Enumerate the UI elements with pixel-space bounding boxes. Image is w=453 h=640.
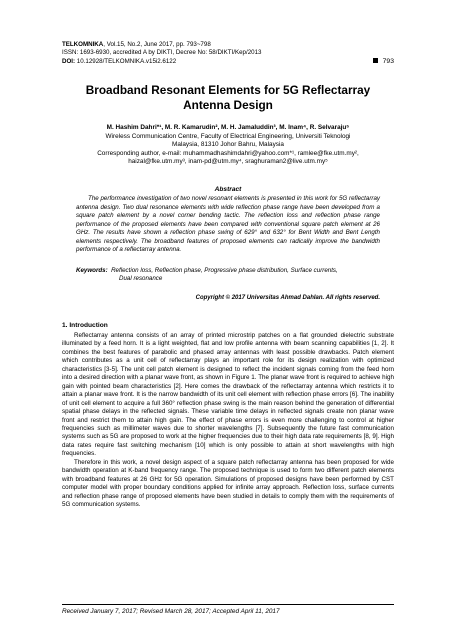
page-number-value: 793: [382, 58, 394, 65]
keywords-line-1: [76, 267, 380, 275]
keywords: [76, 267, 380, 284]
journal-volume: , Vol.15, No.2, June 2017, pp. 793~798: [103, 41, 211, 48]
abstract-heading: Abstract: [214, 186, 242, 193]
introduction-paragraph-2: Therefore in this work, a novel design aspect of a square patch reflectarray antenna has been proposed for wide bandwidth operation at K-band frequency range. The proposed technique is used to form two different patch elements with broadband features at 26 GHz for 5G operation. Simulations of proposed designs have been performed by CST computer model with proper boundary conditions applied for infinite array approach. Reflection loss, surface currents and reflection phase range of proposed elements have been studied in details to comply them with the requirements of 5G communication systems.: [62, 458, 394, 509]
title-line-1: Broadband Resonant Elements for 5G Reflectarray: [85, 83, 371, 97]
email-line-2: haizal@fke.utm.my³, inam-pd@utm.my⁴, sraghuraman2@live.utm.my⁵: [128, 158, 328, 166]
keywords-text-2: Dual resonance: [119, 275, 163, 283]
doi-label: DOI:: [62, 57, 76, 65]
title-line-2: Antenna Design: [183, 97, 273, 112]
paper-title: [62, 83, 394, 112]
author-names: M. Hashim Dahri*¹, M. R. Kamarudin², M. H. Jamaluddin³, M. Inam⁴, R. Selvaraju⁵: [106, 124, 350, 131]
square-bullet-icon: [373, 58, 378, 63]
affiliation-line-2: Malaysia, 81310 Johor Bahru, Malaysia: [172, 141, 284, 149]
journal-header: [62, 41, 394, 66]
page-number: [373, 58, 394, 65]
received-dates: Received January 7, 2017; Revised March 28, 2017; Accepted April 11, 2017: [62, 608, 280, 615]
author-block: [62, 124, 394, 167]
introduction-body: [62, 332, 394, 510]
affiliation-line-1: Wireless Communication Centre, Faculty of Electrical Engineering, Universiti Teknologi: [105, 132, 351, 140]
keywords-text-1: Reflection loss, Reflection phase, Progressive phase distribution, Surface currents,: [111, 267, 338, 274]
footer-divider: [62, 604, 394, 605]
keywords-label: Keywords:: [76, 267, 108, 274]
abstract-text: The performance investigation of two novel resonant elements is presented in this work for 5G reflectarray antenna design. Two dual resonance elements with wide reflection phase range have been developed from a square patch element by a novel corner bending tactic. The reflection loss and reflection phase range performance of the proposed elements have been compared with conventional square patch element at 26 GHz. The results have shown a reflection phase swing of 629° and 632° for Bent Width and Bent Length elements respectively. The broadband features of proposed elements can radically improve the bandwidth performance of a reflectarray antenna.: [76, 195, 380, 253]
introduction-paragraph-1: Reflectarray antenna consists of an array of printed microstrip patches on a flat grounded dielectric substrate illuminated by a feed horn. It is a light weighted, flat and low profile antenna with beam scanning capabilities [1, 2]. It combines the best features of parabolic and phased array antennas with least possible drawbacks. Patch element which contributes as a unit cell of reflectarray plays an important role for its design realization with optimized characteristics [3-5]. The unit cell patch element is designed to reflect the incident signals coming from the feed horn into a desired direction with a planar wave front, as shown in Figure 1. The planar wave front is required to achieve high gain with pointed beam characteristics [2]. Here comes the drawback of the reflectarray antenna which restricts it to attain a planar wave front. It is the narrow bandwidth of its unit cell element with reflection phase errors [6]. The inability of unit cell element to acquire a full 360° reflection phase swing is the main reason behind the generation of differential spatial phase delays in the reflected signals. These variable time delays in reflected signals create non planar wave front and restrict them to attain high gain. The effect of phase errors is even more challenging to control at higher frequencies such as millimeter waves due to shorter wavelengths [7]. Subsequently the future fast communication systems such as 5G are proposed to work at the higher frequencies due to their high data rate requirements [8, 9]. High data rates require fast switching mechanism [10] which is only possible to attain at short wavelengths with high frequencies.: [62, 332, 394, 458]
doi-value: 10.12928/TELKOMNIKA.v15i2.6122: [75, 57, 177, 65]
journal-doi: [62, 58, 394, 66]
section-heading-introduction: 1. Introduction: [62, 322, 108, 329]
email-line-1: Corresponding author, e-mail: muhammadhashimdahri@yahoo.com*¹, ramlee@fke.utm.my²,: [97, 149, 359, 157]
journal-name: TELKOMNIKA: [62, 41, 104, 48]
journal-citation: [62, 41, 394, 49]
copyright-notice: Copyright © 2017 Universitas Ahmad Dahlan. All rights reserved.: [195, 295, 380, 301]
journal-issn: ISSN: 1693-6930, accredited A by DIKTI, Decree No: 58/DIKTI/Kep/2013: [62, 49, 262, 57]
